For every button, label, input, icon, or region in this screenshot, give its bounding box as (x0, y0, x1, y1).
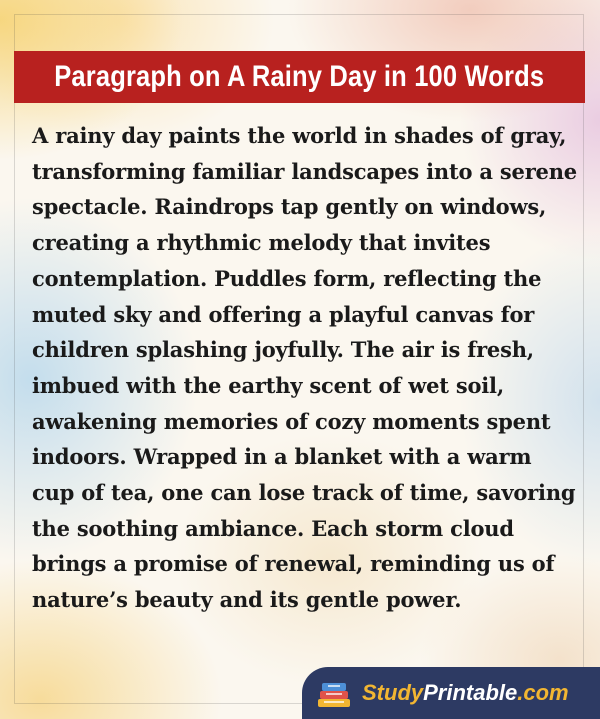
brand-name-domain: .com (517, 680, 569, 705)
title-banner (14, 51, 585, 103)
paragraph-text: A rainy day paints the world in shades of gray, transforming familiar landscapes into a serene spectacle. Raindrops tap gently on windows, creating a rhythmic melody that invites contemplation. Puddles form, reflecting the muted sky and offering a playful canvas for children splashing joyfully. The air is fresh, imbued with the earthy scent of wet soil, awakening memories of cozy moments spent indoors. Wrapped in a blanket with a warm cup of tea, one can lose track of time, savoring the soothing ambiance. Each storm cloud brings a promise of renewal, reminding us of nature’s beauty and its gentle power. (32, 123, 577, 613)
brand-badge[interactable] (302, 667, 600, 719)
brand-name-printable: Printable (423, 680, 518, 705)
page-title: Paragraph on A Rainy Day in 100 Words (54, 60, 545, 93)
books-icon (314, 675, 354, 711)
brand-name-study: Study (362, 680, 424, 705)
brand-name (362, 680, 569, 706)
